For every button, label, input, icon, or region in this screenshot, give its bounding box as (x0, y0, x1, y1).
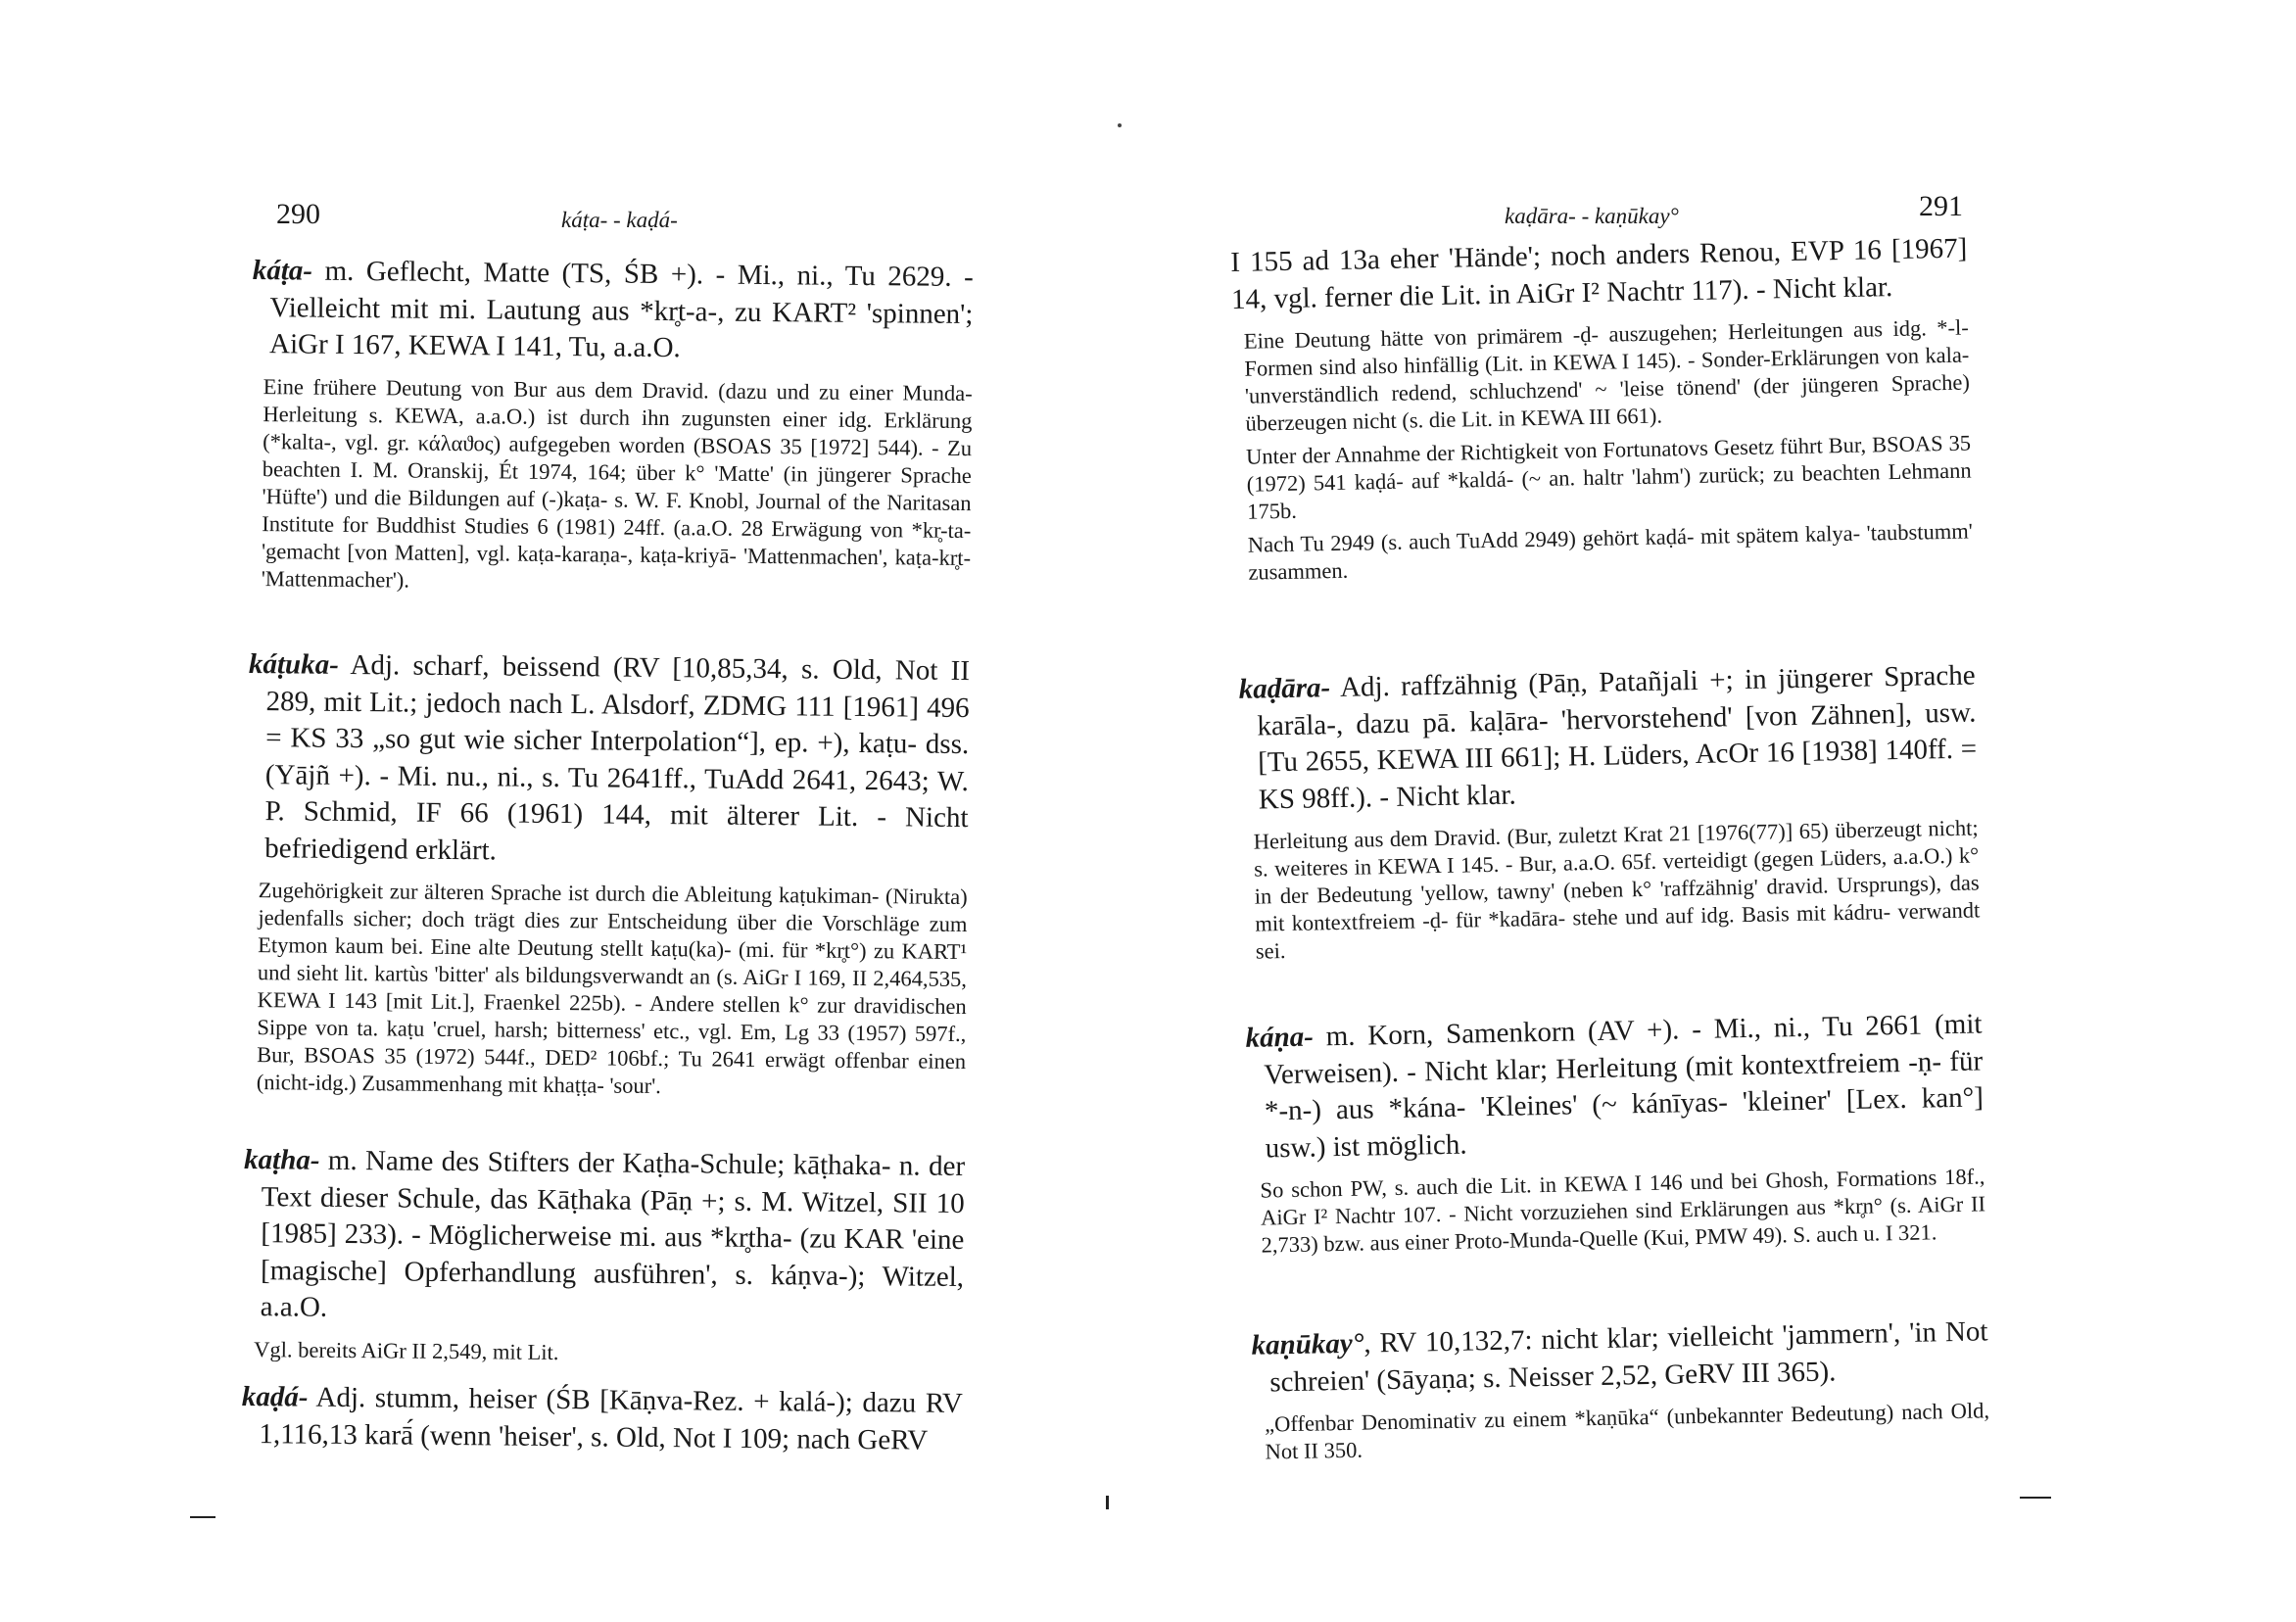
entry-note: „Offenbar Denominativ zu einem *kaṇūka“ (unbekannter Bedeutung) nach Old, Not II 350. (1264, 1398, 1990, 1464)
entry-main-text (247, 646, 970, 874)
dictionary-entry (1238, 657, 1981, 965)
dictionary-entry (242, 1142, 965, 1370)
entry-note-block (257, 877, 968, 1103)
entry-headword: káṇa- (1245, 1021, 1315, 1054)
right-page (1148, 0, 2296, 1622)
entry-note: Nach Tu 2949 (s. auch TuAdd 2949) gehört kaḍá- mit spätem kalya- 'taubstumm' zusammen. (1247, 518, 1973, 585)
entry-note: Zugehörigkeit zur älteren Sprache ist durch die Ableitung kaṭukiman- (Nirukta) jedenfalls sicher; doch trägt dies zur Entscheidung über die Vorschläge zum Etymon kaum bei. Eine alte Deutung stellt kaṭu(ka)- (mi. für *kr̥t°) zu KART¹ und sieht lit. kartùs 'bitter' als bildungsverwandt an (s. AiGr I 169, II 2,464,535, KEWA I 143 [mit Lit.], Fraenkel 225b). - Andere stellen k° zur dravidischen Sippe von ta. kaṭu 'cruel, harsh; bitterness' etc., vgl. Em, Lg 33 (1957) 597f., Bur, BSOAS 35 (1972) 544f., DED² 106bf.; Tu 2641 erwägt offenbar einen (nicht-idg.) Zusammenhang mit khaṭṭa- 'sour'. (256, 878, 968, 1099)
entry-definition: m. Geflecht, Matte (TS, ŚB +). - Mi., ni., Tu 2629. - Vielleicht mit mi. Lautung aus *kr̥t-a-, zu KART² 'spinnen'; AiGr I 167, KEWA I 141, Tu, a.a.O. (268, 255, 974, 364)
dictionary-entry (1245, 1006, 1986, 1259)
entry-note: So schon PW, s. auch die Lit. in KEWA I 146 und bei Ghosh, Formations 18f., AiGr I² Nachtr 107. - Nicht vorzuziehen sind Erklärungen aus *kr̥n° (s. AiGr II 2,733) bzw. aus einer Proto-Munda-Quelle (Kui, PMW 49). S. auch u. I 321. (1260, 1164, 1986, 1258)
dictionary-entry (241, 1379, 963, 1459)
entry-note-block (1253, 814, 1981, 965)
entry-headword: kaṭha- (243, 1143, 320, 1176)
entry-headword: kaṇūkay° (1251, 1327, 1364, 1361)
entry-headword: káṭa- (252, 254, 313, 287)
entry-main-text (1245, 1006, 1985, 1167)
entry-definition: Adj. stumm, heiser (ŚB [Kāṇva-Rez. + kalá-); dazu RV 1,116,13 karā́ (wenn 'heiser', s. Old, Not I 109; nach GeRV (259, 1381, 963, 1456)
entry-headword: káṭuka- (248, 647, 339, 681)
dictionary-entry (1251, 1313, 1990, 1465)
page-number-left: 290 (276, 198, 320, 230)
entry-headword: kaḍá- (241, 1380, 309, 1413)
entry-main-text (242, 1142, 965, 1333)
entry-note-block (1265, 1397, 1990, 1465)
entry-note-block (262, 373, 973, 599)
entry-definition: m. Name des Stifters der Kaṭha-Schule; kāṭhaka- n. der Text dieser Schule, das Kāṭhaka (Pāṇ +; s. M. Witzel, SII 10 [1985] 233). - Möglicherweise mi. aus *kr̥tha- (zu KAR 'eine [magische] Opferhandlung ausführen', s. káṇva-); Witzel, a.a.O. (260, 1144, 966, 1323)
entry-note-block (254, 1336, 963, 1370)
entry-note: Unter der Annahme der Richtigkeit von Fortunatovs Gesetz führt Bur, BSOAS 35 (1972) 541 kaḍá- auf *kaldá- (~ an. haltr 'lahm') zurück; zu beachten Lehmann 175b. (1245, 430, 1972, 524)
entry-note: Vgl. bereits AiGr II 2,549, mit Lit. (254, 1336, 559, 1364)
dictionary-entry (250, 253, 974, 599)
entry-definition: Adj. scharf, beissend (RV [10,85,34, s. Old, Not II 289, mit Lit.; jedoch nach L. Alsdorf, ZDMG 111 [1961] 496 = KS 33 „so gut wie sicher Interpolation“], ep. +), kaṭu- dss. (Yājñ +). - Mi. nu., ni., s. Tu 2641ff., TuAdd 2641, 2643; W. P. Schmid, IF 66 (1961) 144, mit älterer Lit. - Nicht befriedigend erklärt. (264, 648, 971, 866)
entry-note-block (1260, 1163, 1985, 1259)
entry-note: Eine frühere Deutung von Bur aus dem Dravid. (dazu und zu einer Munda-Herleitung s. KEWA, a.a.O.) ist durch ihn zugunsten einer idg. Erklärung (*kalta-, vgl. gr. κάλαϑος) aufgegeben worden (BSOAS 35 [1972] 544). - Zu beachten I. M. Oranskij, Ét 1974, 164; über k° 'Matte' (in jüngerer Sprache 'Hüfte') und die Bildungen auf (-)kaṭa- s. W. F. Knobl, Journal of the Naritasan Institute for Buddhist Studies 6 (1981) 24ff. (a.a.O. 28 Erwägung von *kr̥-ta- 'gemacht [von Matten], vgl. kaṭa-karaṇa-, kaṭa-kriyā- 'Mattenmachen', kaṭa-kr̥t- 'Mattenmacher'). (261, 373, 973, 593)
entry-definition: m. Korn, Samenkorn (AV +). - Mi., ni., Tu 2661 (mit Verweisen). - Nicht klar; Herleitung (mit kontextfreiem -ṇ- für *-n-) aus *kána- 'Kleines' (~ kánīyas- 'kleiner' [Lex. kan°] usw.) ist möglich. (1263, 1008, 1985, 1164)
entry-headword: kaḍāra- (1238, 672, 1331, 705)
entry-note: Herleitung aus dem Dravid. (Bur, zuletzt Krat 21 [1976(77)] 65) überzeugt nicht; s. weiteres in KEWA I 145. - Bur, a.a.O. 65f. verteidigt (gegen Lüders, a.a.O.) k° in der Bedeutung 'yellow, tawny' (neben k° 'raffzähnig' dravid. Ursprungs), das mit kontextfreiem -ḍ- für *kadāra- stehe und auf idg. Basis mit kádru- verwandt sei. (1253, 815, 1981, 964)
entry-note-block (1244, 314, 1974, 587)
continuation-main-text: I 155 ad 13a eher 'Hände'; noch anders Renou, EVP 16 [1967] 14, vgl. ferner die Lit. in AiGr I² Nachtr 117). - Nicht klar. (1230, 232, 1968, 315)
scan-mark (2020, 1497, 2051, 1499)
page-number-right: 291 (1919, 190, 1963, 222)
entry-note: Eine Deutung hätte von primärem -ḍ- auszugehen; Herleitungen aus idg. *-l-Formen sind also hinfällig (Lit. in KEWA I 145). - Sonder-Erklärungen von kala- 'unverständlich redend, schluchzend' ~ 'leise tönend' (der jüngeren Sprache) überzeugen nicht (s. die Lit. in KEWA III 661). (1243, 314, 1971, 436)
right-column (1230, 231, 1990, 1464)
entry-main-text (241, 1379, 963, 1459)
entry-definition: , RV 10,132,7: nicht klar; vielleicht 'jammern', 'in Not schreien' (Sāyaṇa; s. Neisser 2,52, GeRV III 365). (1268, 1315, 1988, 1398)
entry-main-text (1251, 1313, 1988, 1401)
scan-mark (190, 1516, 215, 1518)
entry-continuation (1230, 231, 1974, 587)
entry-definition: Adj. raffzähnig (Pāṇ, Patañjali +; in jüngerer Sprache karāla-, dazu pā. kaḷāra- 'hervorstehend' [von Zähnen], usw. [Tu 2655, KEWA III 661]; H. Lüders, AcOr 16 [1938] 140ff. = KS 98ff.). - Nicht klar. (1257, 659, 1978, 816)
dictionary-entry (245, 646, 970, 1103)
running-head-right: kaḍāra- - kaṇūkay° (1505, 204, 1679, 228)
scan-mark (1106, 1496, 1109, 1509)
left-column (241, 253, 974, 1456)
entry-main-text (252, 253, 974, 370)
running-head-left: káṭa- - kaḍá- (561, 208, 678, 232)
scan-speck (1118, 123, 1122, 127)
entry-main-text (1238, 657, 1978, 818)
